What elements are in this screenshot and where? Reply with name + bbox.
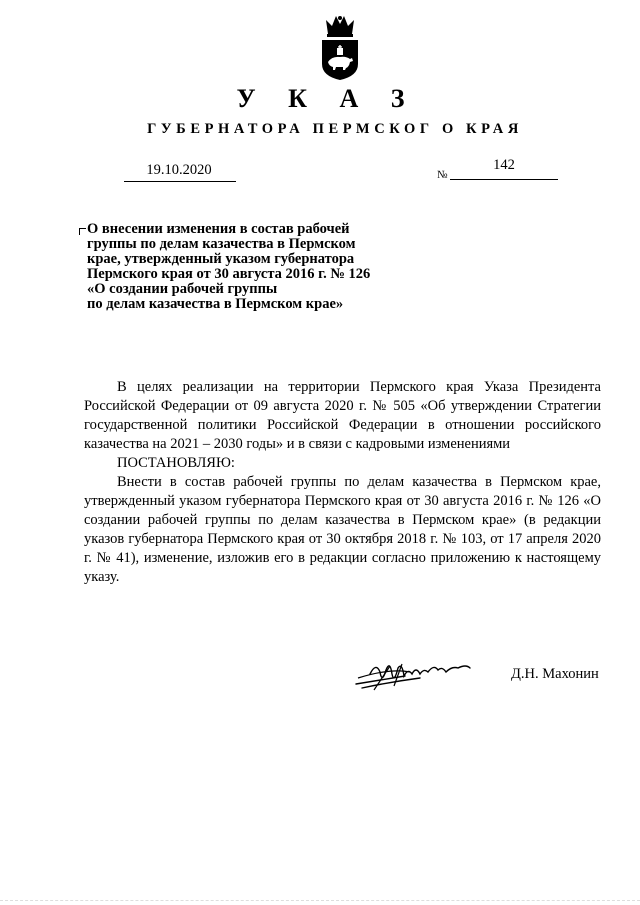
document-heading <box>87 222 387 312</box>
heading-line: «О создании рабочей группы <box>87 281 278 297</box>
preamble-paragraph: В целях реализации на территории Пермского края Указа Президента Российской Федерации от 09 августа 2020 г. № 505 «Об утверждении Стратегии государственной политики Российской Федерации в отношении российского казачества на 2021 – 2030 годы» и в связи с кадровыми изменениями <box>84 379 601 452</box>
heading-corner-bracket <box>79 228 86 235</box>
document-body <box>84 378 601 587</box>
document-issuer: ГУБЕРНАТОРА ПЕРМСКОГ О КРАЯ <box>147 121 523 137</box>
document-number: 142 <box>493 157 515 173</box>
number-sign: № <box>437 169 448 181</box>
date-underline <box>124 181 236 182</box>
heading-line: Пермского края от 30 августа 2016 г. № 126 <box>87 266 371 282</box>
heading-line: по делам казачества в Пермском крае» <box>87 296 344 312</box>
coat-of-arms-icon <box>318 12 362 82</box>
document-title: У К А З <box>236 84 418 113</box>
heading-line: группы по делам казачества в Пермском <box>87 236 356 252</box>
heading-line: О внесении изменения в состав рабочей <box>87 221 350 237</box>
main-paragraph: Внести в состав рабочей группы по делам казачества в Пермском крае, утвержденный указом губернатора Пермского края от 30 августа 2016 г. № 126 «О создании рабочей группы по делам казачества в Пермском крае» (в редакции указов губернатора Пермского края от 30 октября 2018 г. № 103, от 17 апреля 2020 г. № 41), изменение, изложив его в редакции согласно приложению к настоящему указу. <box>84 474 601 585</box>
signer-name: Д.Н. Махонин <box>511 666 599 682</box>
page-edge-line <box>0 900 640 901</box>
heading-line: крае, утвержденный указом губернатора <box>87 251 355 267</box>
signature-icon <box>350 654 475 694</box>
number-underline <box>450 179 558 180</box>
decree-word: ПОСТАНОВЛЯЮ: <box>117 455 235 471</box>
document-date: 19.10.2020 <box>146 162 212 178</box>
